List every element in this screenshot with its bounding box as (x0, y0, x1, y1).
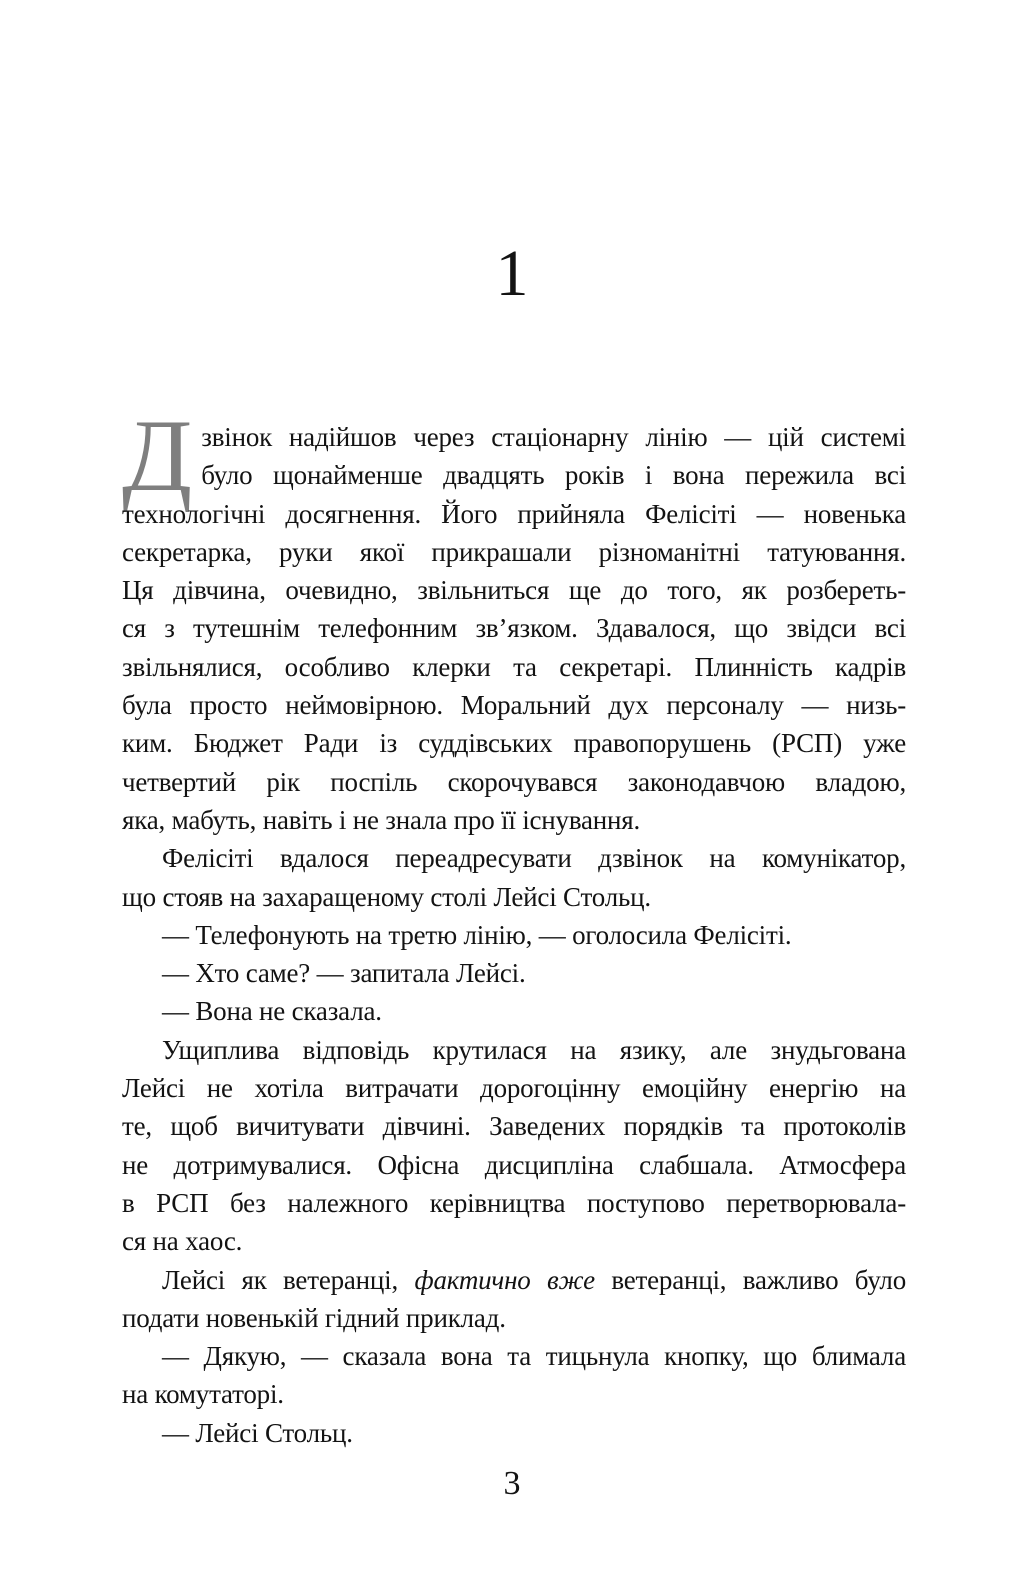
paragraph (122, 1337, 906, 1414)
text-run: що стояв на захаращеному столі Лейсі Стольц. (122, 881, 651, 912)
text-run: на комутаторі. (122, 1379, 284, 1410)
text-run: в РСП без належного керівництва поступово перетворювала- (122, 1187, 906, 1218)
text-run: не дотримувалися. Офісна дисципліна слабшала. Атмосфера (122, 1149, 906, 1180)
text-line (122, 878, 906, 916)
text-line (122, 609, 906, 647)
text-run: яка, мабуть, навіть і не знала про її існування. (122, 804, 641, 835)
text-run: Ущиплива відповідь крутилася на язику, але знудьгована (162, 1034, 906, 1065)
text-line (122, 648, 906, 686)
text-line (122, 992, 906, 1030)
text-line (122, 495, 906, 533)
text-run: ветеранці, важливо було (594, 1264, 907, 1295)
text-run: четвертий рік поспіль скорочувався законодавчою владою, (122, 766, 906, 797)
text-run: ся з тутешнім телефонним зв’язком. Здавалося, що звідси всі (122, 613, 906, 644)
text-line (122, 1337, 906, 1375)
text-line (122, 1031, 906, 1069)
paragraph (122, 916, 906, 954)
text-line (122, 916, 906, 954)
text-line (122, 686, 906, 724)
text-line (122, 801, 906, 839)
text-run: було щонайменше двадцять років і вона пережила всі (201, 460, 906, 491)
paragraph (122, 992, 906, 1030)
text-run: подати новенькій гідний приклад. (122, 1302, 506, 1333)
dropcap-letter: Д (122, 399, 193, 513)
text-run: — Вона не сказала. (162, 996, 382, 1027)
text-run: — Дякую, — сказала вона та тицьнула кнопку, що блимала (162, 1341, 906, 1372)
text-run: — Хто саме? — запитала Лейсі. (162, 958, 526, 989)
paragraph (122, 954, 906, 992)
text-line (122, 954, 906, 992)
text-line (122, 1222, 906, 1260)
text-run: ся на хаос. (122, 1226, 243, 1257)
text-line (122, 1299, 906, 1337)
text-line (122, 1146, 906, 1184)
paragraph (122, 399, 906, 839)
text-run: звільнялися, особливо клерки та секретарі. Плинність кадрів (122, 651, 906, 682)
paragraph (122, 1031, 906, 1261)
text-line (122, 1414, 906, 1452)
text-run: технологічні досягнення. Його прийняла Фелісіті — новенька (122, 498, 906, 529)
text-line (122, 571, 906, 609)
text-run: Лейсі не хотіла витрачати дорогоцінну емоційну енергію на (122, 1073, 906, 1104)
text-line (122, 839, 906, 877)
text-run: Ця дівчина, очевидно, звільниться ще до того, як розбереть- (122, 575, 906, 606)
paragraph (122, 1261, 906, 1338)
text-run: звінок надійшов через стаціонарну лінію — цій системі (201, 422, 906, 452)
text-line (122, 1184, 906, 1222)
paragraph (122, 839, 906, 916)
text-line (122, 724, 906, 762)
text-run: — Телефонують на третю лінію, — оголосила Фелісіті. (162, 919, 792, 950)
text-line (122, 1261, 906, 1299)
text-run: Лейсі як ветеранці, (162, 1264, 415, 1295)
text-line (122, 763, 906, 801)
chapter-number: 1 (495, 237, 529, 310)
text-run: те, щоб вичитувати дівчині. Заведених порядків та протоколів (122, 1111, 906, 1142)
text-line (122, 1375, 906, 1413)
text-line (122, 1069, 906, 1107)
text-run: Фелісіті вдалося переадресувати дзвінок на комунікатор, (162, 843, 906, 874)
body-text (122, 399, 907, 1452)
text-run: була просто неймовірною. Моральний дух персоналу — низь- (122, 690, 906, 721)
text-line (122, 456, 906, 494)
text-line (122, 533, 906, 571)
text-run: — Лейсі Стольц. (162, 1417, 353, 1448)
italic-text-run: фактично вже (414, 1264, 595, 1295)
text-line (122, 1107, 906, 1145)
text-run: ким. Бюджет Ради із суддівських правопорушень (РСП) уже (122, 728, 906, 759)
text-run: секретарка, руки якої прикрашали різноманітні татуювання. (122, 536, 906, 567)
paragraph (122, 1414, 906, 1452)
text-line (122, 418, 906, 456)
page-number: 3 (503, 1465, 521, 1503)
